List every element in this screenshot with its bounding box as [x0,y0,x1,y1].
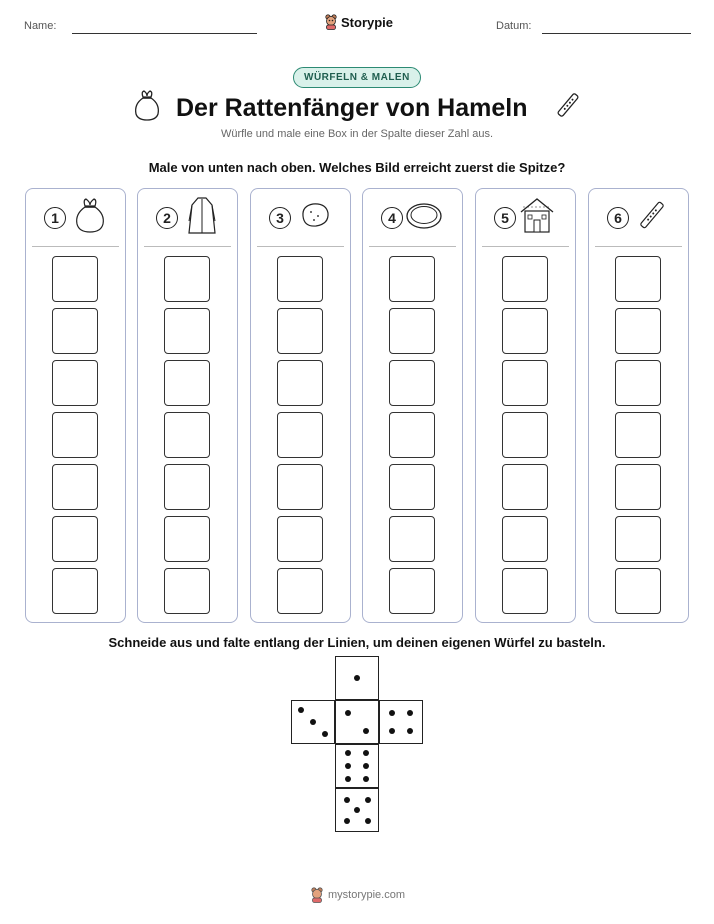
column-3 [250,188,351,623]
storypie-mascot-icon [324,14,338,30]
cut-instruction: Schneide aus und falte entlang der Linien, um deinen eigenen Würfel zu basteln. [108,635,606,650]
name-line[interactable] [72,33,257,34]
dice-pip [363,776,369,782]
color-box[interactable] [502,516,548,562]
color-box[interactable] [502,464,548,510]
dice-pip [365,818,371,824]
footer-url[interactable]: mystorypie.com [328,889,406,901]
footer-mascot-icon [310,887,324,903]
color-box[interactable] [277,568,323,614]
column-number: 1 [44,207,66,229]
dice-pip [354,807,360,813]
color-box[interactable] [389,308,435,354]
instruction: Male von unten nach oben. Welches Bild erreicht zuerst die Spitze? [148,160,566,175]
color-box[interactable] [277,308,323,354]
column-number: 4 [381,207,403,229]
column-number: 5 [494,207,516,229]
color-box[interactable] [502,256,548,302]
color-box[interactable] [615,568,661,614]
footer [310,887,405,903]
name-label: Name: [24,20,57,32]
column-header [369,189,456,247]
column-6 [588,188,689,623]
color-box[interactable] [277,516,323,562]
color-box[interactable] [52,412,98,458]
dice-pip [345,750,351,756]
dice-pip [389,728,395,734]
color-box[interactable] [277,256,323,302]
dice-pip [363,763,369,769]
color-box[interactable] [164,516,210,562]
color-box[interactable] [502,308,548,354]
column-4 [362,188,463,623]
dice-face-5 [335,788,379,832]
dice-pip [345,776,351,782]
color-box[interactable] [164,568,210,614]
coin-icon [404,198,444,237]
column-1 [25,188,126,623]
color-box[interactable] [615,412,661,458]
color-box[interactable] [52,308,98,354]
color-box[interactable] [164,308,210,354]
color-box[interactable] [502,360,548,406]
color-box[interactable] [502,568,548,614]
color-box[interactable] [164,360,210,406]
dice-face-4 [379,700,423,744]
house-icon [517,196,557,239]
color-box[interactable] [52,360,98,406]
color-box[interactable] [389,256,435,302]
column-header [144,189,231,247]
dice-pip [344,818,350,824]
stone-icon [298,198,332,237]
column-5 [475,188,576,623]
color-box[interactable] [389,464,435,510]
dice-pip [354,675,360,681]
dice-pip [407,728,413,734]
color-box[interactable] [277,412,323,458]
color-box[interactable] [277,360,323,406]
dice-pip [298,707,304,713]
color-box[interactable] [277,464,323,510]
color-box[interactable] [52,256,98,302]
dice-face-1 [335,656,379,700]
dice-face-6 [335,744,379,788]
dice-pip [363,750,369,756]
dice-pip [365,797,371,803]
color-box[interactable] [389,568,435,614]
column-number: 2 [156,207,178,229]
color-box[interactable] [52,568,98,614]
dice-pip [345,763,351,769]
color-box[interactable] [615,256,661,302]
color-box[interactable] [615,516,661,562]
activity-badge: WÜRFELN & MALEN [293,67,421,88]
dice-face-2 [335,700,379,744]
bag-icon [73,196,107,239]
title-flute-icon [553,88,583,127]
column-2 [137,188,238,623]
column-number: 6 [607,207,629,229]
color-box[interactable] [52,516,98,562]
subtitle: Würfle und male eine Box in der Spalte dieser Zahl aus. [220,128,494,140]
date-label: Datum: [496,20,532,32]
color-box[interactable] [615,360,661,406]
date-line[interactable] [542,33,691,34]
dice-face-3 [291,700,335,744]
color-box[interactable] [615,308,661,354]
column-number: 3 [269,207,291,229]
color-box[interactable] [52,464,98,510]
dice-pip [389,710,395,716]
color-box[interactable] [389,360,435,406]
color-box[interactable] [389,412,435,458]
dice-pip [322,731,328,737]
column-header [482,189,569,247]
title-bag-icon [132,88,162,127]
dice-pip [344,797,350,803]
color-box[interactable] [164,256,210,302]
column-header [595,189,682,247]
flute-icon [634,196,670,239]
dice-pip [407,710,413,716]
color-box[interactable] [615,464,661,510]
cloak-icon [185,195,219,240]
dice-pip [345,710,351,716]
color-box[interactable] [502,412,548,458]
color-box[interactable] [164,412,210,458]
dice-pip [363,728,369,734]
page-title: Der Rattenfänger von Hameln [176,94,528,122]
dice-pip [310,719,316,725]
column-header [257,189,344,247]
brand-logo [324,14,393,30]
color-box[interactable] [389,516,435,562]
brand-name: Storypie [341,14,394,30]
color-box[interactable] [164,464,210,510]
column-header [32,189,119,247]
